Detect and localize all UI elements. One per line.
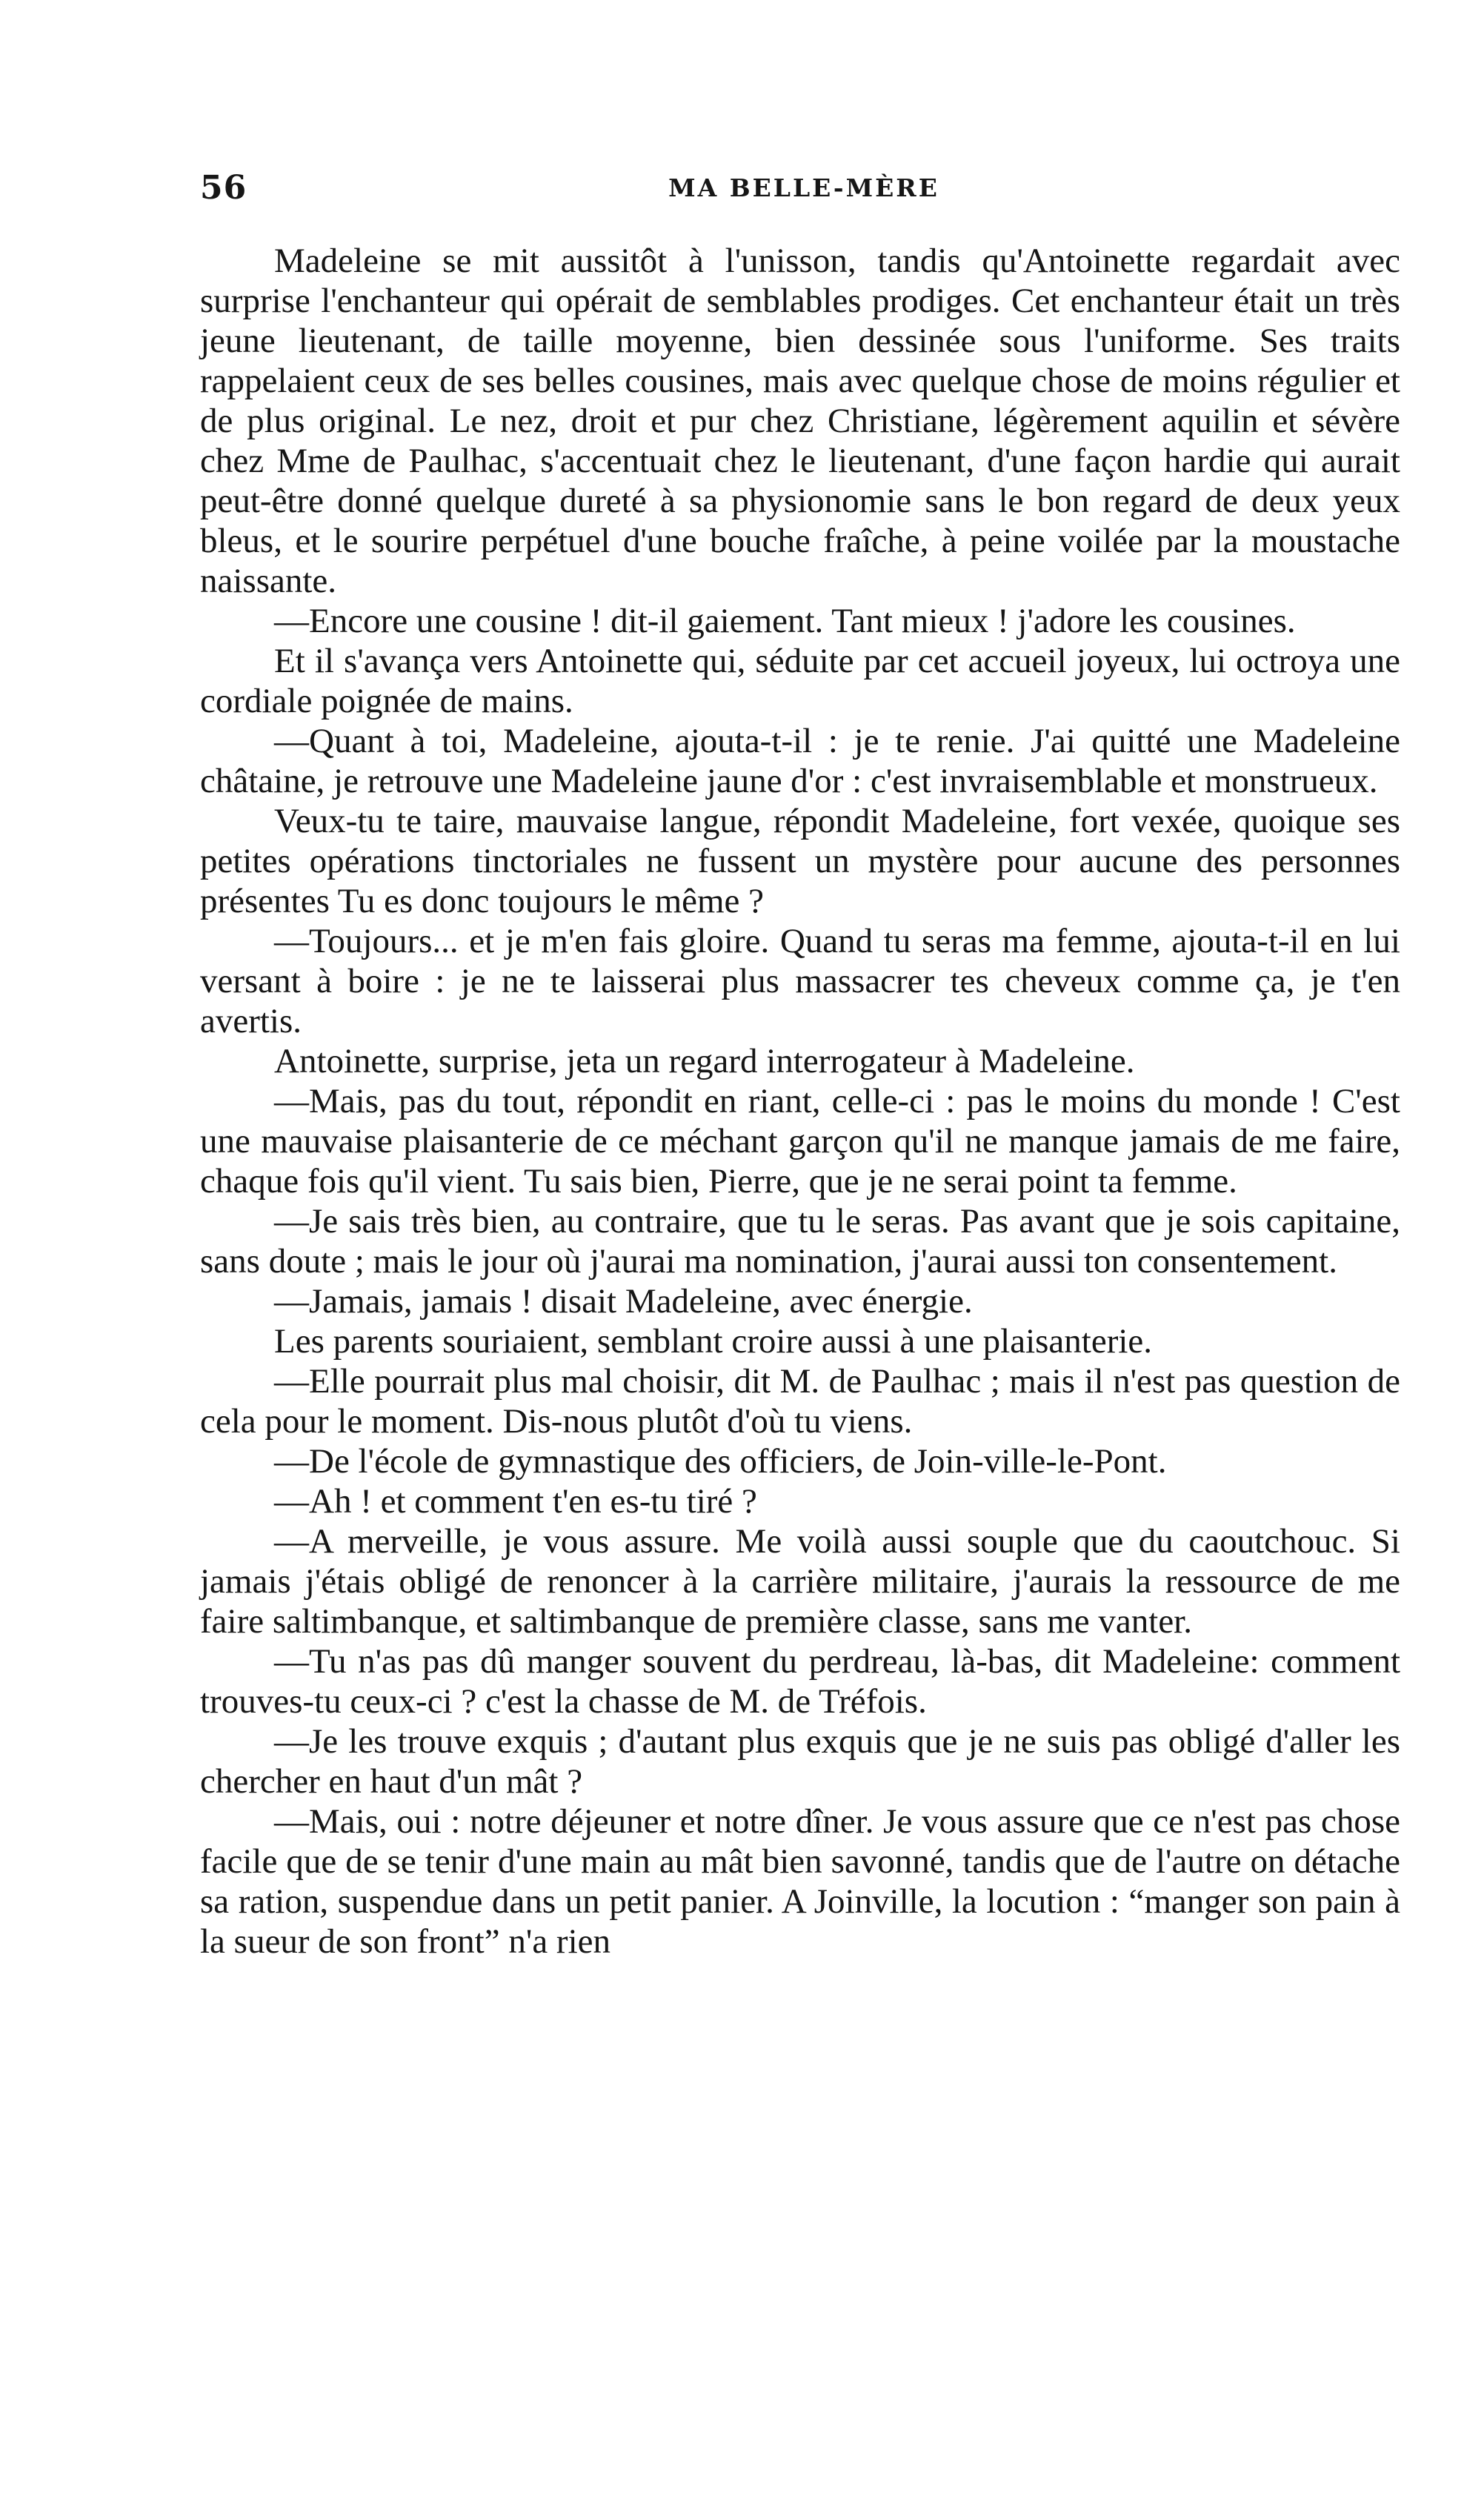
paragraph: —De l'école de gymnastique des officiers, de Join-ville-le-Pont. <box>274 1442 1167 1481</box>
paragraph: —Toujours... et je m'en fais gloire. Quand tu seras ma femme, ajouta-t-il en lui versant à boire : je ne te laisserai plus massacrer tes cheveux comme ça, je t'en avertis. <box>200 922 1400 1040</box>
paragraph: —Je sais très bien, au contraire, que tu le seras. Pas avant que je sois capitaine, sans doute ; mais le jour où j'aurai ma nomination, j'aurai aussi ton consentement. <box>200 1202 1400 1281</box>
paragraph: Et il s'avança vers Antoinette qui, séduite par cet accueil joyeux, lui octroya une cordiale poignée de mains. <box>200 642 1400 720</box>
paragraph: —Elle pourrait plus mal choisir, dit M. de Paulhac ; mais il n'est pas question de cela pour le moment. Dis-nous plutôt d'où tu viens. <box>200 1362 1400 1441</box>
page-header <box>200 169 1408 213</box>
page-number: 56 <box>200 169 247 207</box>
paragraph: Les parents souriaient, semblant croire aussi à une plaisanterie. <box>274 1322 1153 1361</box>
paragraph: —Quant à toi, Madeleine, ajouta-t-il : je te renie. J'ai quitté une Madeleine châtaine, je retrouve une Madeleine jaune d'or : c'est invraisemblable et monstrueux. <box>200 722 1400 800</box>
paragraph: —Encore une cousine ! dit-il gaiement. Tant mieux ! j'adore les cousines. <box>274 602 1296 640</box>
paragraph: —Tu n'as pas dû manger souvent du perdreau, là-bas, dit Madeleine: comment trouves-tu ceux-ci ? c'est la chasse de M. de Tréfois. <box>200 1642 1400 1721</box>
running-title: MA BELLE-MÈRE <box>668 173 939 202</box>
paragraph: —Mais, pas du tout, répondit en riant, celle-ci : pas le moins du monde ! C'est une mauvaise plaisanterie de ce méchant garçon qu'il ne manque jamais de me faire, chaque fois qu'il vient. Tu sais bien, Pierre, que je ne serai point ta femme. <box>200 1082 1400 1200</box>
paragraph: Antoinette, surprise, jeta un regard interrogateur à Madeleine. <box>274 1042 1135 1080</box>
paragraph: —Je les trouve exquis ; d'autant plus exquis que je ne suis pas obligé d'aller les chercher en haut d'un mât ? <box>200 1722 1400 1801</box>
paragraph: —Ah ! et comment t'en es-tu tiré ? <box>274 1482 757 1521</box>
paragraph: —Mais, oui : notre déjeuner et notre dîner. Je vous assure que ce n'est pas chose facile que de se tenir d'une main au mât bien savonné, tandis que de l'autre on détache sa ration, suspendue dans un petit panier. A Joinville, la locution : “manger son pain à la sueur de son front” n'a rien <box>200 1802 1400 1961</box>
paragraph: —Jamais, jamais ! disait Madeleine, avec énergie. <box>274 1282 973 1321</box>
paragraph: Veux-tu te taire, mauvaise langue, répondit Madeleine, fort vexée, quoique ses petites opérations tinctoriales ne fussent un mystère pour aucune des personnes présentes Tu es donc toujours le même ? <box>200 802 1400 920</box>
paragraph: Madeleine se mit aussitôt à l'unisson, tandis qu'Antoinette regardait avec surprise l'enchanteur qui opérait de semblables prodiges. Cet enchanteur était un très jeune lieutenant, de taille moyenne, bien dessinée sous l'uniforme. Ses traits rappelaient ceux de ses belles cousines, mais avec quelque chose de moins régulier et de plus original. Le nez, droit et pur chez Christiane, légèrement aquilin et sévère chez Mme de Paulhac, s'accentuait chez le lieutenant, d'une façon hardie qui aurait peut-être donné quelque dureté à sa physionomie sans le bon regard de deux yeux bleus, et le sourire perpétuel d'une bouche fraîche, à peine voilée par la moustache naissante. <box>200 242 1400 600</box>
paragraph: —A merveille, je vous assure. Me voilà aussi souple que du caoutchouc. Si jamais j'étais obligé de renoncer à la carrière militaire, j'aurais la ressource de me faire saltimbanque, et saltimbanque de première classe, sans me vanter. <box>200 1522 1400 1641</box>
body-text <box>200 241 1400 1962</box>
